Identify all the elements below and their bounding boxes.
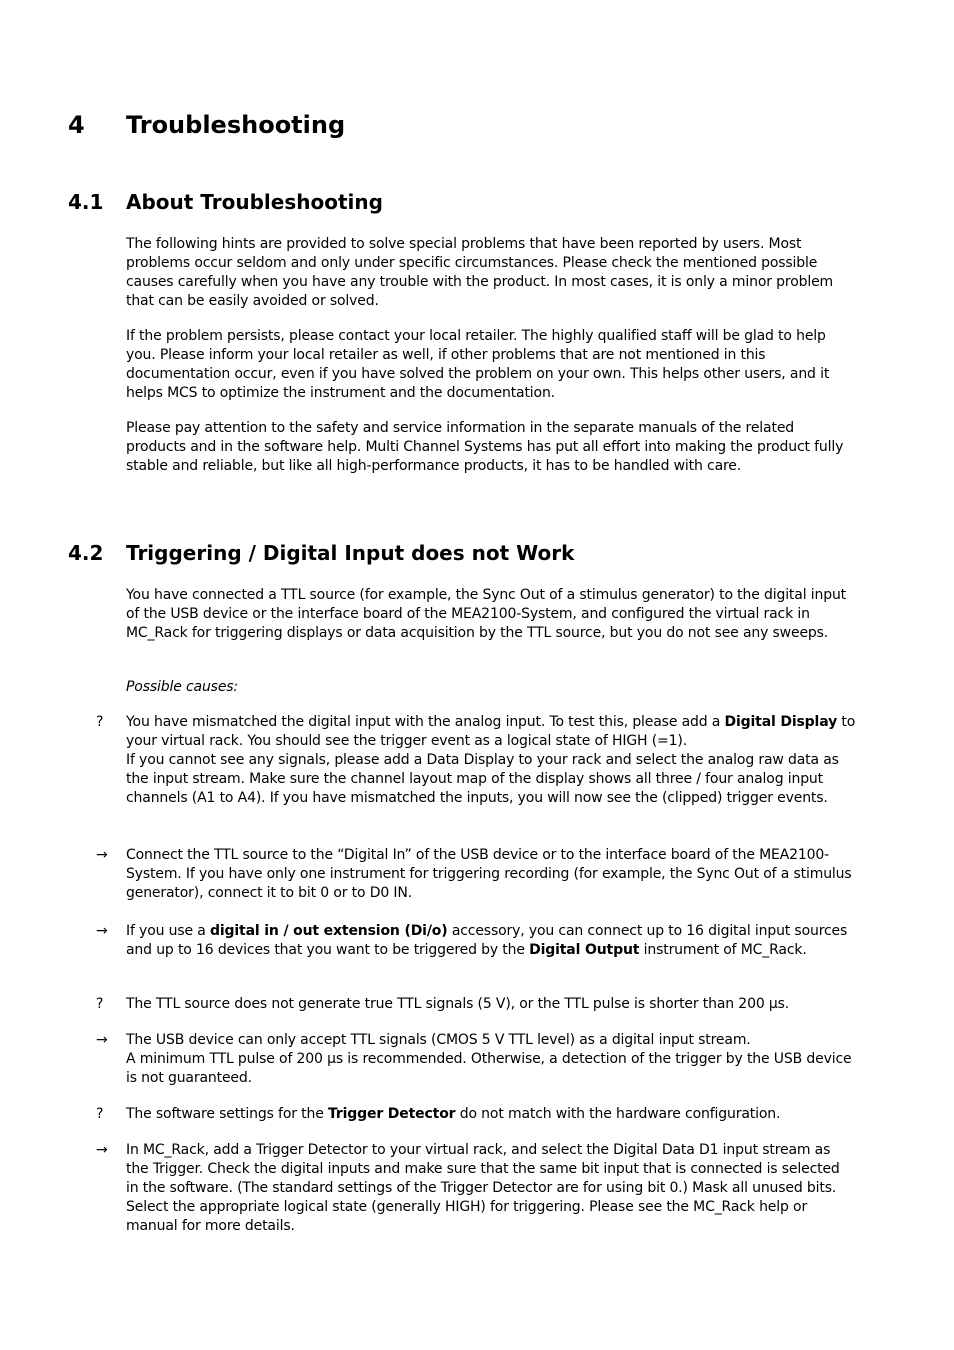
intro-paragraph: You have connected a TTL source (for example, the Sync Out of a stimulus generator) to the digital input of the USB device or the interface board of the MEA2100-System, and configured the virtual rack in MC_Rack for triggering displays or data acquisition by the TTL source, but you do not see any sweeps.: [126, 587, 847, 641]
arrow-marker: →: [96, 1142, 108, 1158]
chapter-number: 4: [68, 111, 85, 139]
list-item: [126, 713, 856, 808]
item-text: accessory, you can connect up to 16 digital input sources and up to 16 devices that you want to be triggered by the: [126, 923, 848, 958]
list-item: Connect the TTL source to the “Digital In” of the USB device or to the interface board of the MEA2100-System. If you have only one instrument for triggering recording (for example, the Sync Out of a stimulus generator), connect it to bit 0 or to D0 IN.: [126, 847, 852, 901]
question-marker: ?: [96, 996, 104, 1012]
item-bold-term: Trigger Detector: [327, 1106, 456, 1122]
item-text: instrument of MC_Rack.: [639, 942, 807, 958]
item-text: If you cannot see any signals, please add a Data Display to your rack and select the analog raw data as the input stream. Make sure the channel layout map of the display shows all three / four analog input channels (A1 to A4). If you have mismatched the inputs, you will now see the (clipped) trigger events.: [126, 752, 839, 806]
item-bold-term: Digital Display: [724, 714, 838, 730]
list-item: [126, 1105, 856, 1124]
section-number: 4.1: [68, 190, 104, 214]
section-title: About Troubleshooting: [126, 190, 383, 214]
section-number: 4.2: [68, 541, 104, 565]
question-marker: ?: [96, 1106, 104, 1122]
item-text: do not match with the hardware configuration.: [455, 1106, 781, 1122]
paragraph: If the problem persists, please contact your local retailer. The highly qualified staff will be glad to help you. Please inform your local retailer as well, if other problems that are not mentioned in this documentation occur, even if you have solved the problem on your own. This helps other users, and it helps MCS to optimize the instrument and the documentation.: [126, 328, 830, 401]
item-bold-term: Digital Output: [529, 942, 640, 958]
list-item: The TTL source does not generate true TTL signals (5 V), or the TTL pulse is shorter than 200 µs.: [126, 996, 790, 1012]
arrow-marker: →: [96, 923, 108, 939]
item-text: A minimum TTL pulse of 200 µs is recommended. Otherwise, a detection of the trigger by the USB device is not guaranteed.: [126, 1051, 852, 1086]
section-heading-about: [68, 188, 383, 216]
possible-causes-label: Possible causes:: [126, 679, 238, 695]
item-text: to your virtual rack. You should see the trigger event as a logical state of HIGH (=1).: [126, 714, 856, 749]
paragraph: The following hints are provided to solve special problems that have been reported by users. Most problems occur seldom and only under specific circumstances. Please check the mentioned possible causes carefully when you have any trouble with the product. In most cases, it is only a minor problem that can be easily avoided or solved.: [126, 236, 834, 309]
section-title: Triggering / Digital Input does not Work: [126, 541, 575, 565]
item-text: You have mismatched the digital input with the analog input. To test this, please add a: [126, 714, 725, 730]
list-item: [126, 922, 856, 960]
item-bold-term: digital in / out extension (Di/o): [210, 923, 448, 939]
item-text: The software settings for the: [126, 1106, 328, 1122]
chapter-title: Troubleshooting: [126, 111, 346, 139]
section-heading-triggering: [68, 539, 574, 567]
list-item: In MC_Rack, add a Trigger Detector to your virtual rack, and select the Digital Data D1 input stream as the Trigger. Check the digital inputs and make sure that the same bit input that is connected is selected in the software. (The standard settings of the Trigger Detector are for using bit 0.) Mask all unused bits. Select the appropriate logical state (generally HIGH) for triggering. Please see the MC_Rack help or manual for more details.: [126, 1142, 840, 1234]
item-text: The USB device can only accept TTL signals (CMOS 5 V TTL level) as a digital input stream.: [126, 1032, 751, 1048]
arrow-marker: →: [96, 1032, 108, 1048]
paragraph: Please pay attention to the safety and service information in the separate manuals of the related products and in the software help. Multi Channel Systems has put all effort into making the product fully stable and reliable, but like all high-performance products, it has to be handled with care.: [126, 420, 844, 474]
item-text: If you use a: [126, 923, 210, 939]
list-item: [126, 1031, 856, 1088]
arrow-marker: →: [96, 847, 108, 863]
chapter-heading: [68, 107, 345, 143]
question-marker: ?: [96, 714, 104, 730]
